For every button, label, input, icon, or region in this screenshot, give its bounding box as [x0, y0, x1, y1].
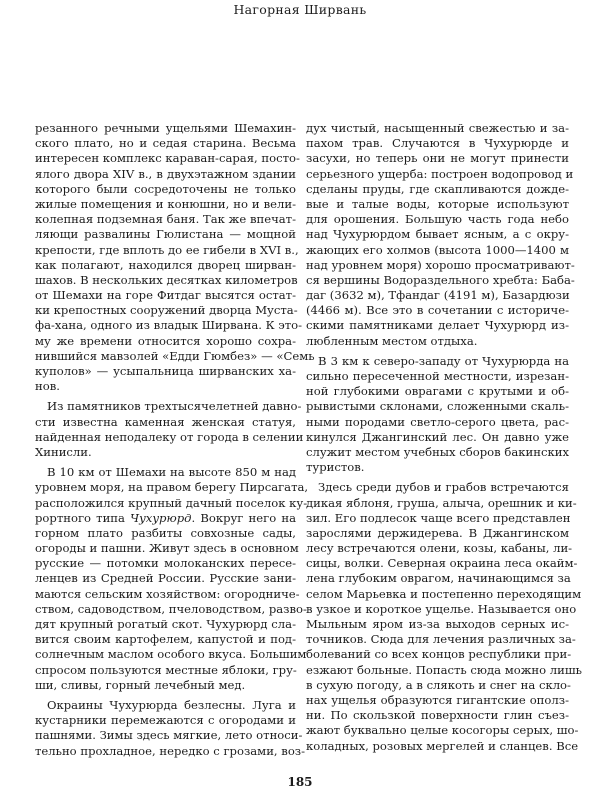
text-line: тельно прохладное, нередко с грозами, воз-: [35, 743, 306, 758]
text-line: ленцев из Средней России. Русские зани-: [35, 571, 296, 586]
text-line: Мыльным яром из-за выходов серных ис-: [306, 617, 569, 631]
page-number: 185: [287, 775, 313, 789]
text-line: В 10 км от Шемахи на высоте 850 м над: [47, 465, 296, 480]
text-line: ялого двора XIV в., в двухэтажном здании: [35, 166, 296, 181]
text-line: даг (3632 м), Тфандаг (4191 м), Базардюзи: [306, 288, 570, 303]
text-line: ством, садоводством, пчеловодством, разво-: [35, 601, 307, 616]
paragraph: [35, 399, 304, 460]
text-line: серьезного ущерба: построен водопровод и: [306, 166, 574, 181]
text-line: рывистыми склонами, сложенными скаль-: [306, 399, 569, 414]
text-line: уровнем моря, на правом берегу Пирсагата,: [35, 480, 309, 495]
paragraph: [35, 121, 315, 394]
text-line: русские — потомки молоканских пересе-: [35, 556, 296, 571]
text-line: для орошения. Большую часть года небо: [306, 212, 569, 227]
text-line: колепная подземная баня. Так же впечат-: [35, 212, 296, 227]
text-line: лесу встречаются олени, козы, кабаны, ли-: [306, 541, 573, 556]
text-line: ни. По скользкой поверхности глин съез-: [306, 708, 569, 723]
text-line: жающих его холмов (высота 1000—1400 м: [306, 242, 569, 257]
text-line: ной глубокими оврагами с крутыми и об-: [306, 384, 569, 399]
text-line: резанного речными ущельями Шемахин-: [35, 121, 296, 135]
text-line: В 3 км к северо-западу от Чухурюрда на: [318, 353, 569, 368]
text-line: как полагают, находился дворец ширван-: [35, 257, 296, 272]
running-header: Нагорная Ширвань: [233, 2, 367, 17]
text-line: ляющи развалины Гюлистана — мощной: [35, 227, 296, 242]
text-line: куполов» — усыпальница ширванских ха-: [35, 364, 296, 378]
text-line: дикая яблоня, груша, алыча, орешник и ки-: [306, 495, 577, 510]
text-line: кустарники перемежаются с огородами и: [35, 713, 296, 728]
text-line: над Чухурюрдом бывает ясным, а с окру-: [306, 227, 569, 242]
text-line: которого были сосредоточены не только: [35, 181, 296, 196]
text-line: жают буквально целые косогоры серых, шо-: [306, 723, 579, 738]
text-line: скими памятниками делает Чухурюрд из-: [306, 318, 569, 333]
text-line: жилые помещения и конюшни, но и вели-: [35, 196, 296, 211]
paragraph: [306, 354, 569, 476]
text-line: шахов. В нескольких десятках километров: [35, 272, 298, 287]
text-line: ши, сливы, горный лечебный мед.: [35, 677, 246, 692]
text-line: Здесь среди дубов и грабов встречаются: [318, 480, 569, 495]
text-line: пахом трав. Случаются в Чухурюрде и: [306, 136, 569, 151]
text-line: дят крупный рогатый скот. Чухурюрд сла-: [35, 617, 296, 631]
text-line: Из памятников трехтысячелетней давно-: [47, 399, 302, 414]
text-line: расположился крупный дачный поселок ку-: [35, 495, 308, 510]
text-line: сти известна каменная женская статуя,: [35, 414, 296, 429]
text-line: огороды и пашни. Живут здесь в основном: [35, 541, 299, 556]
italic-place-name: Чухурюрд: [130, 510, 192, 525]
paragraph: [35, 465, 309, 693]
text-line: любленным местом отдыха.: [306, 333, 478, 348]
text-line: солнечным маслом особого вкуса. Большим: [35, 647, 307, 662]
text-line: нившийся мавзолей «Едди Гюмбез» — «Семь: [35, 348, 315, 363]
text-line: пашнями. Зимы здесь мягкие, лето относи-: [35, 728, 303, 743]
text-line: сделаны пруды, где скапливаются дожде-: [306, 181, 569, 196]
text-segment: рортного типа: [35, 510, 131, 525]
text-line: коладных, розовых мергелей и сланцев. Все: [306, 738, 579, 753]
text-line: му же времени относится хорошо сохра-: [35, 333, 296, 348]
text-line: Хинисли.: [35, 444, 92, 459]
text-segment: . Вокруг него на: [191, 510, 296, 525]
text-line: фа-хана, одного из владык Ширвана. К это-: [35, 318, 303, 333]
text-line: ся вершины Водораздельного хребта: Баба-: [306, 272, 575, 287]
paragraph: [306, 480, 582, 753]
text-line: крепости, где вплоть до ее гибели в XVI в.,: [35, 242, 299, 257]
text-line: засухи, но теперь они не могут принести: [306, 151, 569, 166]
text-line: Окраины Чухурюрда безлесны. Луга и: [47, 697, 296, 712]
text-line: нов.: [35, 379, 60, 394]
text-line: [35, 511, 296, 526]
text-line: служит местом учебных сборов бакинских: [306, 444, 569, 459]
text-line: найденная неподалеку от города в селении: [35, 429, 304, 444]
text-line: зарослями держидерева. В Джангинском: [306, 525, 569, 540]
text-line: ского плато, но и седая старина. Весьма: [35, 136, 296, 151]
text-line: вые и талые воды, которые используют: [306, 196, 569, 211]
text-line: в сухую погоду, а в слякоть и снег на скло-: [306, 677, 571, 692]
text-line: от Шемахи на горе Фитдаг высятся остат-: [35, 288, 296, 303]
text-line: зил. Его подлесок чаще всего представлен: [306, 510, 571, 525]
left-column: [35, 121, 315, 764]
paragraph: [306, 121, 575, 349]
text-line: интересен комплекс караван-сарая, посто-: [35, 151, 300, 166]
text-line: сильно пересеченной местности, изрезан-: [306, 369, 569, 383]
text-line: дух чистый, насыщенный свежестью и за-: [306, 121, 569, 135]
text-line: селом Марьевка и постепенно переходящим: [306, 586, 582, 601]
text-line: точников. Сюда для лечения различных за-: [306, 632, 576, 647]
text-line: сицы, волки. Северная окраина леса окайм-: [306, 556, 578, 571]
text-line: нах ущелья образуются гигантские ополз-: [306, 692, 569, 707]
text-line: (4466 м). Все это в сочетании с историче-: [306, 303, 569, 318]
text-line: спросом пользуются местные яблоки, гру-: [35, 662, 297, 677]
text-line: над уровнем моря) хорошо просматривают-: [306, 257, 575, 272]
text-line: езжают больные. Попасть сюда можно лишь: [306, 662, 582, 677]
text-line: горном плато разбиты совхозные сады,: [35, 525, 296, 540]
right-column: [306, 121, 582, 759]
text-line: лена глубоким оврагом, начинающимся за: [306, 571, 571, 586]
text-line: маются сельским хозяйством: огородниче-: [35, 586, 300, 601]
text-line: ки крепостных сооружений дворца Муста-: [35, 303, 298, 318]
text-line: в узкое и короткое ущелье. Называется оно: [306, 601, 577, 616]
text-line: болеваний со всех концов республики при-: [306, 647, 572, 662]
paragraph: [35, 697, 306, 759]
text-line: туристов.: [306, 460, 365, 475]
text-line: ными породами светло-серого цвета, рас-: [306, 414, 569, 429]
text-line: кинулся Джангинский лес. Он давно уже: [306, 429, 569, 444]
text-line: вится своим картофелем, капустой и под-: [35, 632, 296, 647]
